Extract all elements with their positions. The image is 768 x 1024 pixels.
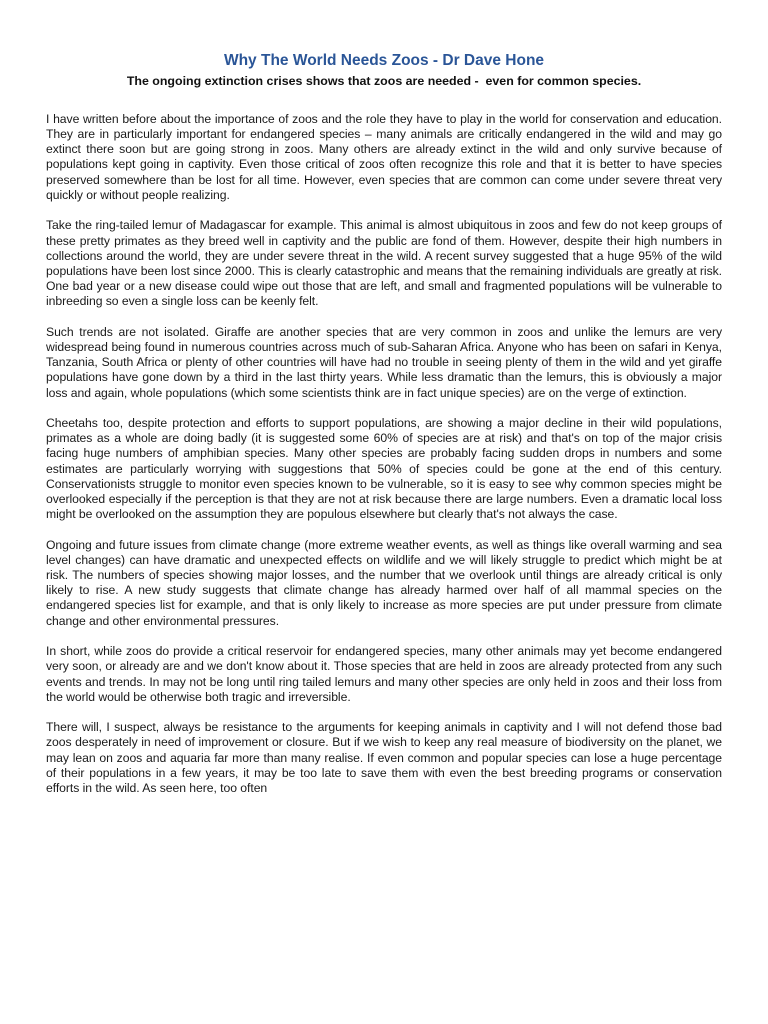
document-subtitle: The ongoing extinction crises shows that zoos are needed - even for common species. (126, 74, 642, 88)
paragraph-3: Such trends are not isolated. Giraffe are another species that are very common in zoos and unlike the lemurs are very widespread being found in numerous countries across much of sub-Saharan Africa. Anyone who has been on safari in Kenya, Tanzania, South Africa or plenty of other countries will have had no trouble in seeing plenty of them in the wild and yet giraffe populations have gone down by a third in the last thirty years. While less dramatic than the lemurs, this is obviously a major loss and again, whole populations (which some scientists think are in fact unique species) are on the verge of extinction. (46, 324, 722, 400)
paragraph-2: Take the ring-tailed lemur of Madagascar for example. This animal is almost ubiquitous in zoos and few do not keep groups of these pretty primates as they breed well in captivity and the public are fond of them. However, despite their high numbers in collections around the world, they are under severe threat in the wild. A recent survey suggested that a huge 95% of the wild populations have been lost since 2000. This is clearly catastrophic and means that the remaining individuals are greatly at risk. One bad year or a new disease could wipe out those that are left, and small and fragmented populations will be vulnerable to inbreeding so even a single loss can be keenly felt. (46, 218, 722, 309)
document-body (46, 112, 722, 812)
paragraph-6: In short, while zoos do provide a critical reservoir for endangered species, many other animals may yet become endangered very soon, or already are and we don't know about it. Those species that are held in zoos are already protected from any such events and trends. In may not be long until ring tailed lemurs and many other species are only held in zoos and their loss from the world would be otherwise both tragic and irreversible. (46, 644, 722, 704)
paragraph-7: There will, I suspect, always be resistance to the arguments for keeping animals in captivity and I will not defend those bad zoos desperately in need of improvement or closure. But if we wish to keep any real measure of biodiversity on the planet, we may lean on zoos and aquaria far more than many realise. If even common and popular species can lose a huge percentage of their populations in a few years, it may be too late to save them with even the best breeding programs or conservation efforts in the wild. As seen here, too often (46, 720, 722, 795)
paragraph-4: Cheetahs too, despite protection and efforts to support populations, are showing a major decline in their wild populations, primates as a whole are doing badly (it is suggested some 60% of species are at risk) and that's on top of the major crisis facing huge numbers of amphibian species. Many other species are probably facing sudden drops in numbers and some estimates are particularly worrying with suggestions that 50% of species could be gone at the end of this century. Conservationists struggle to monitor even species known to be vulnerable, so it is easy to see why common species might be overlooked especially if the perception is that they are not at risk because there are large numbers. Even a dramatic local loss might be overlooked on the assumption they are populous elsewhere but clearly that's not always the case. (46, 416, 722, 522)
document-title: Why The World Needs Zoos - Dr Dave Hone (223, 52, 545, 69)
paragraph-1: I have written before about the importance of zoos and the role they have to play in the world for conservation and education. They are in particularly important for endangered species – many animals are critically endangered in the wild and may go extinct there soon but are going strong in zoos. Many others are already extinct in the wild and only survive because of populations kept going in captivity. Even those critical of zoos often recognize this role and that it is better to have species preserved somewhere than be lost for all time. However, even species that are common can come under severe threat very quickly or without people realizing. (46, 112, 722, 202)
paragraph-5: Ongoing and future issues from climate change (more extreme weather events, as well as things like overall warming and sea level changes) can have dramatic and unexpected effects on wildlife and we will likely struggle to predict which might be at risk. The numbers of species showing major losses, and the number that we overlook until things are already critical is only likely to rise. A new study suggests that climate change has already harmed over half of all mammal species on the endangered species list for example, and that is only likely to increase as more species are put under pressure from climate change and other environmental pressures. (46, 537, 722, 628)
